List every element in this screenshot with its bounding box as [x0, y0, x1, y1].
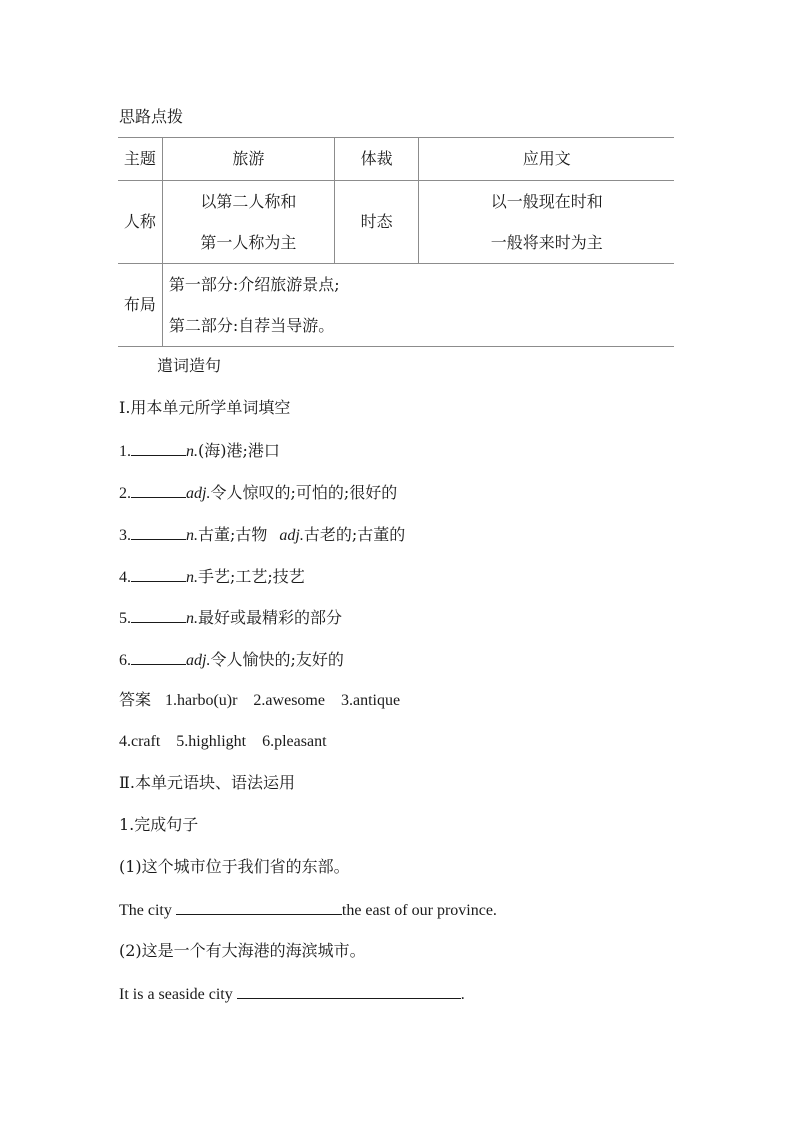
sentence-text: . [460, 986, 465, 1003]
table-row [118, 138, 674, 181]
item-meaning: 令人惊叹的;可怕的;很好的 [210, 483, 398, 502]
cell-line: 第一部分:介绍旅游景点; [168, 275, 340, 294]
cell-line: 以第二人称和 [200, 192, 297, 211]
answer-blank[interactable] [237, 983, 461, 999]
item-meaning: 古老的;古董的 [303, 525, 406, 544]
item-meaning: (海)港;港口 [198, 441, 280, 460]
item-number: 1. [119, 443, 131, 460]
question-2-chinese: (2)这是一个有大海港的海滨城市。 [119, 941, 366, 960]
answer-label: 答案 [119, 690, 152, 709]
cell-line: 一般将来时为主 [490, 233, 603, 252]
sentence-text: It is a seaside city [119, 986, 237, 1003]
item-number: 4. [119, 569, 131, 586]
part-of-speech: n. [186, 610, 198, 627]
answer-blank[interactable] [131, 482, 186, 498]
section-title: 思路点拨 [119, 107, 184, 126]
answer-text: 1.harbo(u)r 2.awesome 3.antique [165, 692, 401, 709]
table-cell-value: 旅游 [162, 138, 334, 181]
part2-subheading: 1.完成句子 [119, 815, 199, 834]
table-cell-label: 体裁 [334, 138, 419, 181]
item-meaning: 令人愉快的;友好的 [210, 650, 344, 669]
vocab-item [119, 524, 405, 546]
table-cell-label: 时态 [334, 181, 419, 264]
table-cell-label: 人称 [118, 181, 162, 264]
part1-title: Ⅰ.用本单元所学单词填空 [119, 398, 291, 417]
item-meaning: 最好或最精彩的部分 [198, 608, 343, 627]
part-of-speech: adj. [186, 652, 211, 669]
question-2-english [119, 983, 465, 1005]
vocab-heading: 遣词造句 [157, 356, 222, 375]
table-cell-value [419, 181, 674, 264]
answer-blank[interactable] [176, 899, 342, 915]
table-cell-label: 主题 [118, 138, 162, 181]
item-number: 2. [119, 485, 131, 502]
sentence-text: The city [119, 902, 176, 919]
answers-line-1 [119, 690, 400, 711]
answer-blank[interactable] [131, 566, 186, 582]
writing-guide-table [118, 137, 674, 347]
question-1-english [119, 899, 497, 921]
table-cell-value [162, 264, 674, 347]
answer-blank[interactable] [131, 649, 186, 665]
vocab-item [119, 649, 344, 671]
sentence-text: the east of our province. [341, 902, 497, 919]
answer-blank[interactable] [131, 607, 186, 623]
item-number: 3. [119, 527, 131, 544]
part-of-speech: adj. [279, 527, 304, 544]
item-meaning: 古董;古物 [198, 525, 268, 544]
item-number: 6. [119, 652, 131, 669]
item-number: 5. [119, 610, 131, 627]
question-1-chinese: (1)这个城市位于我们省的东部。 [119, 857, 350, 876]
vocab-item [119, 607, 342, 629]
table-cell-label: 布局 [118, 264, 162, 347]
cell-line: 以一般现在时和 [490, 192, 603, 211]
part-of-speech: n. [186, 443, 198, 460]
answer-blank[interactable] [131, 524, 186, 540]
vocab-item [119, 566, 305, 588]
answer-blank[interactable] [131, 440, 186, 456]
vocab-item [119, 482, 397, 504]
table-cell-value: 应用文 [419, 138, 674, 181]
vocab-item [119, 440, 280, 462]
table-row [118, 264, 674, 347]
table-row [118, 181, 674, 264]
cell-line: 第一人称为主 [200, 233, 297, 252]
part2-title: Ⅱ.本单元语块、语法运用 [119, 773, 295, 792]
part-of-speech: n. [186, 569, 198, 586]
item-meaning: 手艺;工艺;技艺 [198, 567, 305, 586]
part-of-speech: n. [186, 527, 198, 544]
part-of-speech: adj. [186, 485, 211, 502]
cell-line: 第二部分:自荐当导游。 [168, 316, 335, 335]
answers-line-2: 4.craft 5.highlight 6.pleasant [119, 733, 327, 750]
table-cell-value [162, 181, 334, 264]
